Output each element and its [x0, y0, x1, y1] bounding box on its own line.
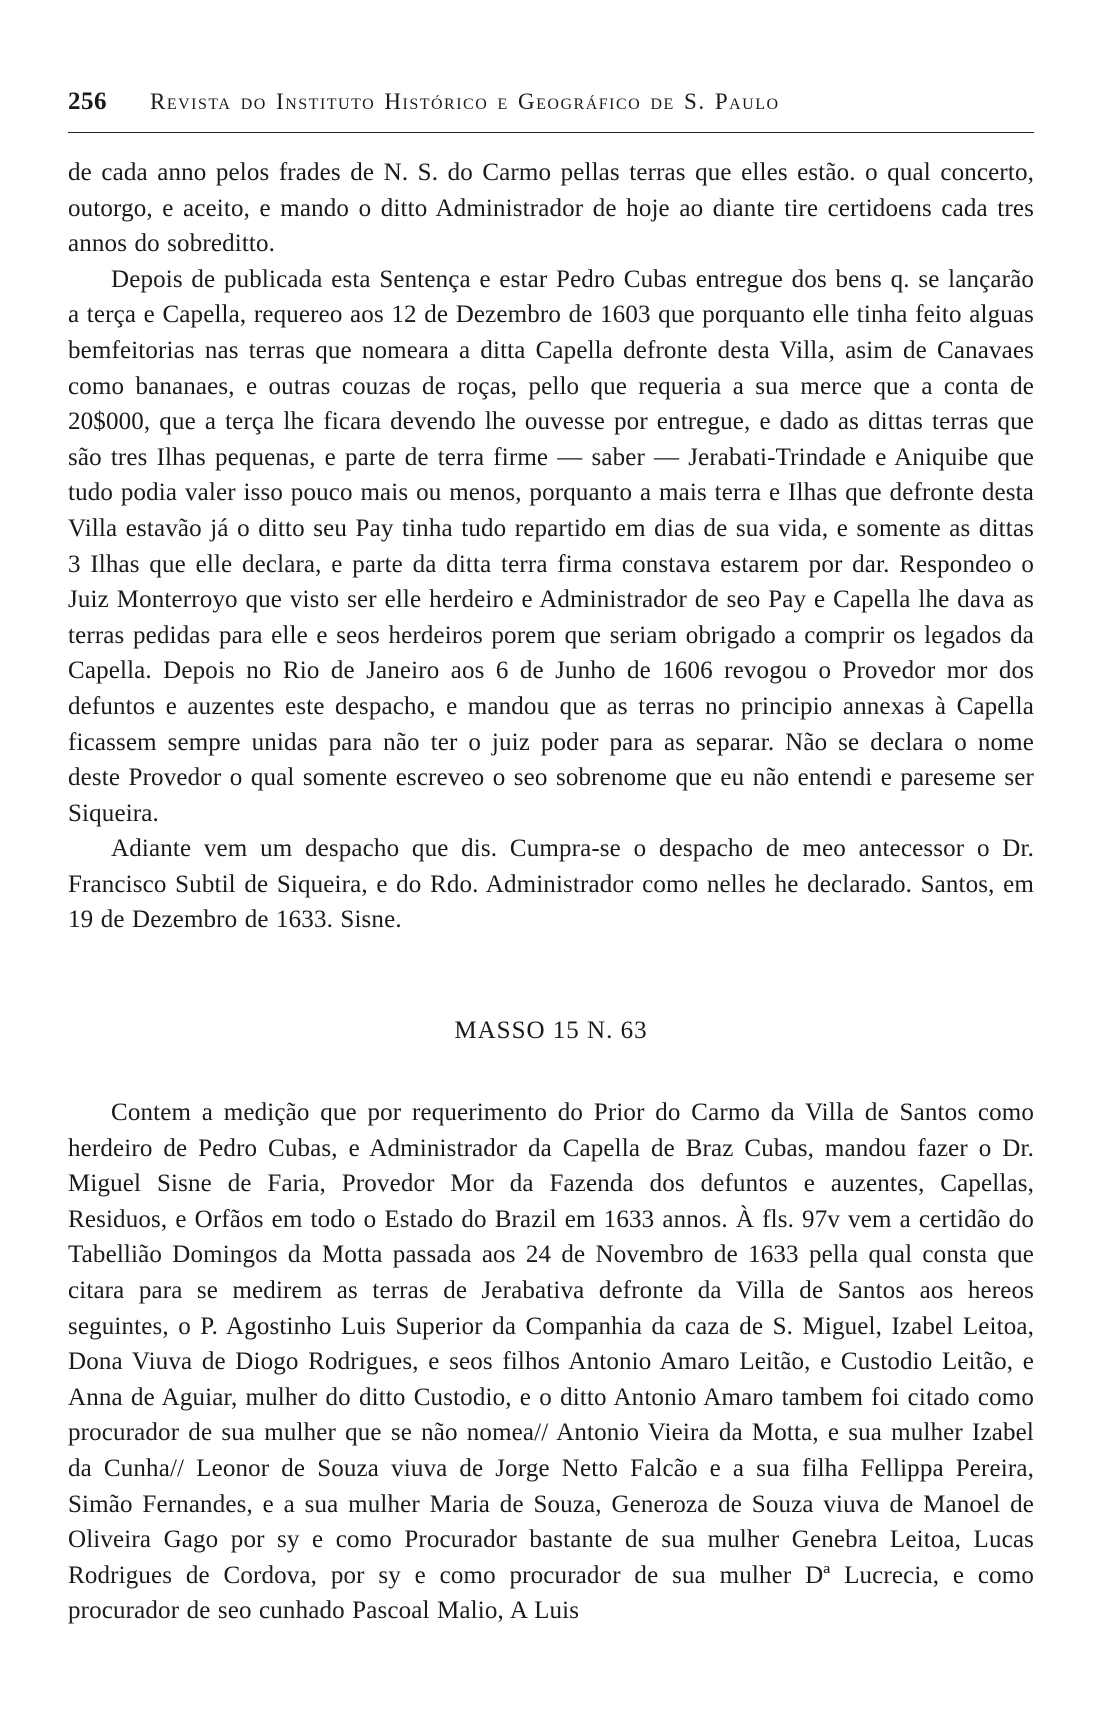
- journal-title: Revista do Instituto Histórico e Geográfico de S. Paulo: [150, 89, 780, 114]
- paragraph: Adiante vem um despacho que dis. Cumpra-se o despacho de meo antecessor o Dr. Francisco Subtil de Siqueira, e do Rdo. Administrador como nelles he declarado. Santos, em 19 de Dezembro de 1633. Sisne.: [68, 835, 1034, 934]
- section-heading: MASSO 15 N. 63: [454, 1017, 648, 1045]
- paragraph: Contem a medição que por requerimento do Prior do Carmo da Villa de Santos como herdeiro de Pedro Cubas, e Administrador da Capella de Braz Cubas, mandou fazer o Dr. Miguel Sisne de Faria, Provedor Mor da Fazenda dos defuntos e auzentes, Capellas, Residuos, e Orfãos em todo o Estado do Brazil em 1633 annos. À fls. 97v vem a certidão do Tabellião Domingos da Motta passada aos 24 de Novembro de 1633 pella qual consta que citara para se medirem as terras de Jerabativa defronte da Villa de Santos aos hereos seguintes, o P. Agostinho Luis Superior da Companhia da caza de S. Miguel, Izabel Leitoa, Dona Viuva de Diogo Rodrigues, e seos filhos Antonio Amaro Leitão, e Custodio Leitão, e Anna de Aguiar, mulher do ditto Custodio, e o ditto Antonio Amaro tambem foi citado como procurador de sua mulher que se não nomea// Antonio Vieira da Motta, e sua mulher Izabel da Cunha// Leonor de Souza viuva de Jorge Netto Falcão e a sua filha Fellippa Pereira, Simão Fernandes, e a sua mulher Maria de Souza, Generoza de Souza viuva de Manoel de Oliveira Gago por sy e como Procurador bastante de sua mulher Genebra Leitoa, Lucas Rodrigues de Cordova, por sy e como procurador de sua mulher Dª Lucrecia, e como procurador de seo cunhado Pascoal Malio, A Luis: [68, 1099, 1034, 1625]
- document-page: [68, 88, 1034, 1629]
- running-head: [68, 88, 1034, 133]
- paragraph: de cada anno pelos frades de N. S. do Carmo pellas terras que elles estão. o qual concerto, outorgo, e aceito, e mando o ditto Administrador de hoje ao diante tire certidoens cada tres annos do sobreditto.: [68, 159, 1034, 258]
- paragraph: Depois de publicada esta Sentença e estar Pedro Cubas entregue dos bens q. se lançarão a terça e Capella, requereo aos 12 de Dezembro de 1603 que porquanto elle tinha feito alguas bemfeitorias nas terras que nomeara a ditta Capella defronte desta Villa, asim de Canavaes como bananaes, e outras couzas de roças, pello que requeria a sua merce que a conta de 20$000, que a terça lhe ficara devendo lhe ouvesse por entregue, e dado as dittas terras que são tres Ilhas pequenas, e parte de terra firme — saber — Jerabati-Trindade e Aniquibe que tudo podia valer isso pouco mais ou menos, porquanto a mais terra e Ilhas que defronte desta Villa estavão já o ditto seu Pay tinha tudo repartido em dias de sua vida, e somente as dittas 3 Ilhas que elle declara, e parte da ditta terra firma constava estarem por dar. Respondeo o Juiz Monterroyo que visto ser elle herdeiro e Administrador de seo Pay e Capella lhe dava as terras pedidas para elle e seos herdeiros porem que seriam obrigado a comprir os legados da Capella. Depois no Rio de Janeiro aos 6 de Junho de 1606 revogou o Provedor mor dos defuntos e auzentes este despacho, e mandou que as terras no principio annexas à Capella ficassem sempre unidas para não ter o juiz poder para as separar. Não se declara o nome deste Provedor o qual somente escreveo o seo sobrenome que eu não entendi e pareseme ser Siqueira.: [68, 265, 1034, 827]
- body-text: [68, 155, 1034, 1629]
- page-number: 256: [68, 88, 107, 115]
